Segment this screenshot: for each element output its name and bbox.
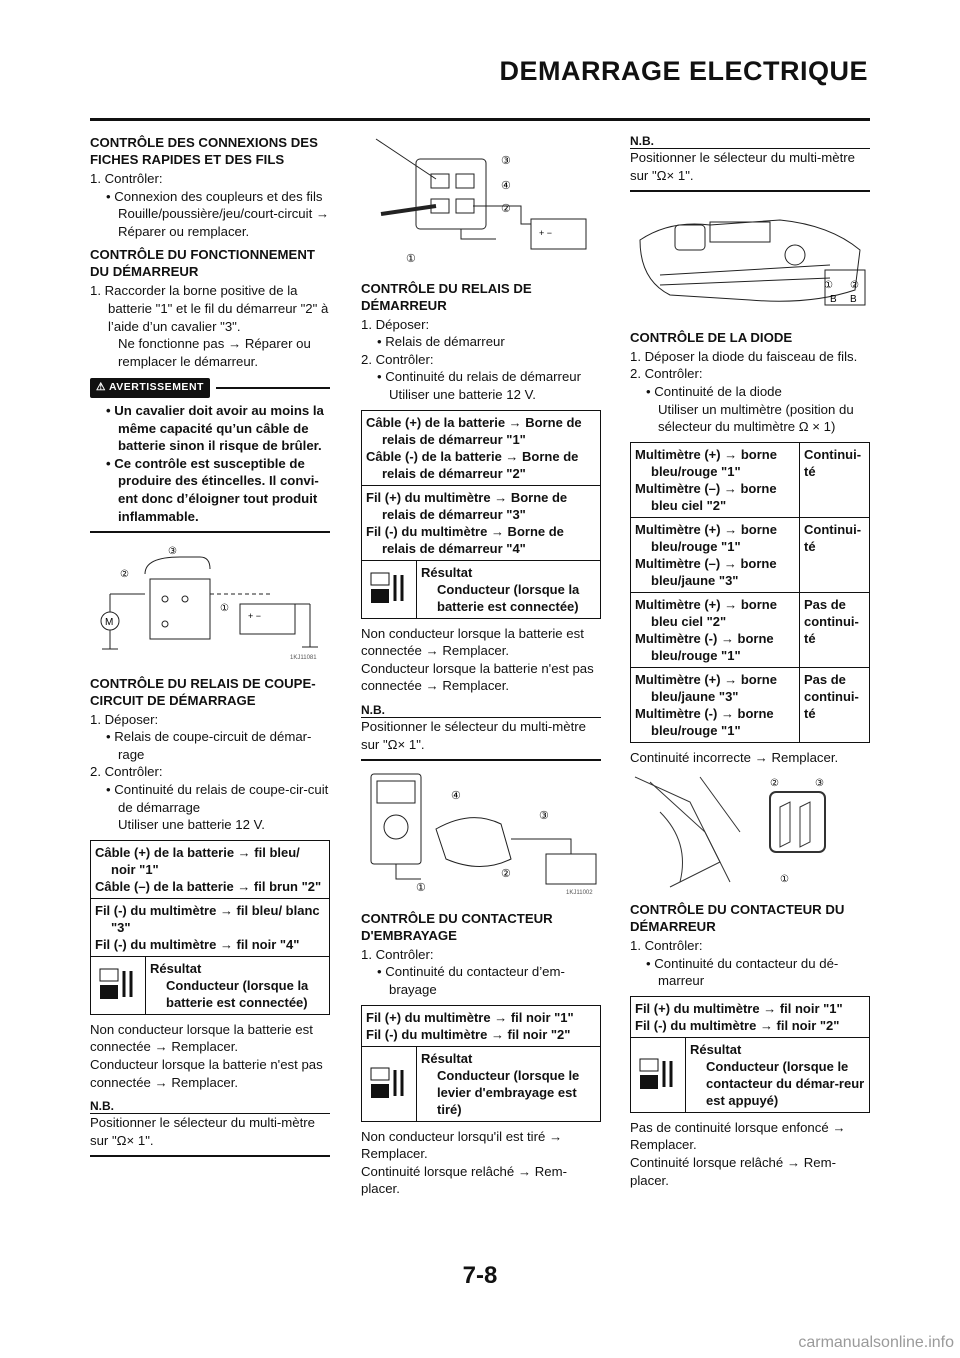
bullet: • Continuité du contacteur du dé-marreur — [646, 955, 839, 989]
paragraph: Conducteur lorsque la batterie n'est pas connectée → Remplacer. — [361, 660, 594, 694]
bullet: • Continuité du relais de démarreur — [377, 369, 582, 385]
table-row: Multimètre (+) → borne bleu/jaune "3" Multimètre (-) → borne bleu/rouge "1" Pas de continui-té — [631, 667, 870, 742]
detail: Ne fonctionne pas → Réparer ou remplacer le démarreur. — [118, 336, 311, 369]
svg-text:①: ① — [416, 882, 426, 895]
nb-text: Positionner le sélecteur du multi-mètre sur "Ω× 1". — [630, 150, 856, 183]
svg-text:+ −: + − — [248, 611, 262, 622]
paragraph: Continuité incorrecte → Remplacer. — [630, 749, 839, 765]
svg-text:B: B — [830, 294, 837, 306]
paragraph: Pas de continuité lorsque enfoncé → Remplacer. — [630, 1119, 846, 1153]
multimeter-icon — [369, 571, 409, 607]
svg-text:③: ③ — [168, 546, 177, 558]
section-title-starter-operation: CONTRÔLE DU FONCTIONNEMENT DU DÉMARREUR — [90, 247, 315, 280]
detail: Utiliser un multimètre (position du sélecteur du multimètre Ω × 1) — [658, 401, 854, 435]
svg-text:③: ③ — [501, 155, 511, 167]
starter-relay-diagram — [361, 134, 601, 274]
bullet: • Continuité du contacteur d’em-brayage — [377, 964, 565, 997]
detail: Utiliser une batterie 12 V. — [389, 386, 536, 402]
step: 1. Contrôler: — [630, 937, 703, 953]
nb-text: Positionner le sélecteur du multi-mètre sur "Ω× 1". — [361, 718, 587, 752]
bullet: • Continuité de la diode — [646, 383, 782, 399]
bullet: • Relais de coupe-circuit de démar-rage — [106, 729, 312, 762]
multimeter-icon — [638, 1057, 678, 1093]
figure-code: 1KJ11002 — [566, 890, 593, 897]
cutoff-relay-table — [90, 840, 330, 957]
result-box — [361, 561, 601, 619]
diode-table — [630, 442, 870, 743]
section-title-starter-switch: CONTRÔLE DU CONTACTEUR DU DÉMARREUR — [630, 901, 845, 934]
page-title: DEMARRAGE ELECTRIQUE — [499, 56, 868, 86]
column-2 — [361, 128, 601, 1198]
section-title-diode: CONTRÔLE DE LA DIODE — [630, 329, 793, 345]
detail: Rouille/poussière/jeu/court-circuit → Réparer ou remplacer. — [118, 206, 330, 239]
warning-item: • Ce contrôle est susceptible de produire des étincelles. Il convi-ent donc d’éloigner tout produit inflammable. — [106, 455, 319, 524]
nb-label: N.B. — [361, 703, 601, 718]
paragraph: Continuité lorsque relâché → Rem-placer. — [361, 1163, 567, 1197]
step: 2. Contrôler: — [361, 351, 434, 367]
table-cell: Fil (+) du multimètre → fil noir "1" — [366, 1009, 574, 1025]
svg-text:+ −: + − — [539, 228, 553, 238]
svg-text:③: ③ — [815, 778, 824, 790]
detail: Utiliser une batterie 12 V. — [118, 817, 265, 833]
result-text: Conducteur (lorsque la batterie est connectée) — [166, 977, 309, 1010]
paragraph: Non conducteur lorsque la batterie est connectée → Remplacer. — [90, 1021, 313, 1055]
result-label: Résultat — [150, 960, 202, 976]
svg-text:④: ④ — [451, 790, 461, 803]
paragraph: Non conducteur lorsque la batterie est connectée → Remplacer. — [361, 625, 584, 659]
step: 1. Déposer: — [361, 316, 430, 332]
starter-relay-table — [361, 410, 601, 561]
result-label: Résultat — [690, 1041, 742, 1057]
table-row: Multimètre (+) → borne bleu ciel "2" Multimètre (-) → borne bleu/rouge "1" Pas de continui-té — [631, 592, 870, 667]
svg-text:①: ① — [220, 603, 229, 615]
bullet: • Connexion des coupleurs et des fils — [106, 188, 323, 204]
section-title-cutoff-relay: CONTRÔLE DU RELAIS DE COUPE-CIRCUIT DE DÉMARRAGE — [90, 675, 316, 708]
table-cell: Fil (+) du multimètre → Borne de relais de démarreur "3" — [366, 489, 568, 522]
title-rule — [90, 118, 870, 121]
starter-circuit-diagram — [90, 539, 330, 669]
multimeter-icon — [369, 1066, 409, 1102]
step: 1. Raccorder la borne positive de la batterie "1" et le fil du démarreur "2" à l’aide d’un cavalier "3". — [90, 283, 329, 334]
table-cell: Câble (+) de la batterie → fil bleu/ noir "1" — [95, 844, 300, 877]
svg-text:M: M — [105, 617, 114, 629]
result-box — [361, 1047, 601, 1122]
nb-text: Positionner le sélecteur du multi-mètre sur "Ω× 1". — [90, 1115, 316, 1148]
table-cell: Fil (+) du multimètre → fil noir "1" — [635, 1000, 843, 1016]
bullet: • Relais de démarreur — [377, 334, 505, 350]
table-cell: Fil (-) du multimètre → fil noir "2" — [635, 1017, 840, 1033]
figure-code: 1KJ11081 — [290, 655, 317, 662]
column-3 — [630, 128, 870, 1189]
result-label: Résultat — [421, 564, 473, 580]
diode-location-diagram — [630, 200, 870, 323]
svg-text:②: ② — [850, 280, 859, 292]
result-text: Conducteur (lorsque le contacteur du démar-reur est appuyé) — [706, 1058, 865, 1108]
result-box — [630, 1038, 870, 1113]
paragraph: Non conducteur lorsqu'il est tiré → Remplacer. — [361, 1128, 563, 1162]
svg-text:④: ④ — [501, 180, 511, 192]
step: 1. Déposer: — [90, 711, 159, 727]
paragraph: Continuité lorsque relâché → Rem-placer. — [630, 1154, 836, 1188]
table-row: Multimètre (+) → borne bleu/rouge "1" Multimètre (–) → borne bleu/jaune "3" Continui-té — [631, 517, 870, 592]
svg-text:②: ② — [770, 778, 779, 790]
result-label: Résultat — [421, 1050, 473, 1066]
clutch-switch-table — [361, 1005, 601, 1047]
step: 1. Contrôler: — [361, 946, 434, 962]
nb-label: N.B. — [630, 134, 870, 149]
table-cell: Fil (-) du multimètre → fil bleu/ blanc "3" — [95, 902, 320, 935]
bullet: • Continuité du relais de coupe-cir-cuit de démarrage — [106, 782, 329, 815]
paragraph: Conducteur lorsque la batterie n'est pas connectée → Remplacer. — [90, 1057, 323, 1090]
warning-badge: ⚠ AVERTISSEMENT — [90, 378, 210, 398]
section-title-starter-relay: CONTRÔLE DU RELAIS DE DÉMARREUR — [361, 280, 532, 313]
starter-switch-table — [630, 996, 870, 1038]
column-1 — [90, 128, 330, 1165]
step: 2. Contrôler: — [630, 366, 703, 382]
result-text: Conducteur (lorsque le levier d'embrayage est tiré) — [437, 1067, 580, 1117]
step: 1. Contrôler: — [90, 171, 163, 186]
section-title-connections: CONTRÔLE DES CONNEXIONS DES FICHES RAPIDES ET DES FILS — [90, 135, 318, 167]
table-cell: Câble (+) de la batterie → Borne de relais de démarreur "1" — [366, 414, 582, 447]
table-cell: Fil (-) du multimètre → fil noir "2" — [366, 1026, 571, 1042]
step: 2. Contrôler: — [90, 764, 163, 780]
svg-text:②: ② — [501, 203, 511, 215]
svg-text:①: ① — [780, 874, 789, 886]
table-cell: Fil (-) du multimètre → Borne de relais de démarreur "4" — [366, 523, 564, 556]
result-text: Conducteur (lorsque la batterie est connectée) — [437, 581, 580, 614]
warning-box — [90, 378, 330, 533]
warning-item: • Un cavalier doit avoir au moins la même capacité qu’un câble de batterie sinon il risque de brûler. — [106, 402, 324, 454]
result-box — [90, 957, 330, 1015]
nb-label: N.B. — [90, 1099, 330, 1114]
diode-photo-diagram — [630, 772, 870, 895]
multimeter-icon — [98, 967, 138, 1003]
section-title-clutch-switch: CONTRÔLE DU CONTACTEUR D'EMBRAYAGE — [361, 910, 553, 943]
table-cell: Câble (-) de la batterie → Borne de relais de démarreur "2" — [366, 448, 579, 481]
table-cell: Câble (–) de la batterie → fil brun "2" — [95, 878, 322, 894]
svg-text:②: ② — [120, 569, 129, 581]
watermark: carmanualsonline.info — [798, 1334, 954, 1351]
table-cell: Fil (-) du multimètre → fil noir "4" — [95, 936, 300, 952]
svg-text:①: ① — [406, 253, 416, 265]
svg-text:③: ③ — [539, 810, 549, 823]
svg-text:①: ① — [824, 280, 833, 292]
page-number: 7-8 — [462, 1262, 498, 1289]
clutch-switch-diagram — [361, 769, 601, 904]
table-row: Multimètre (+) → borne bleu/rouge "1" Multimètre (–) → borne bleu ciel "2" Continui-té — [631, 442, 870, 517]
step: 1. Déposer la diode du faisceau de fils. — [630, 348, 858, 364]
svg-text:②: ② — [501, 868, 511, 881]
svg-text:B: B — [850, 294, 857, 306]
